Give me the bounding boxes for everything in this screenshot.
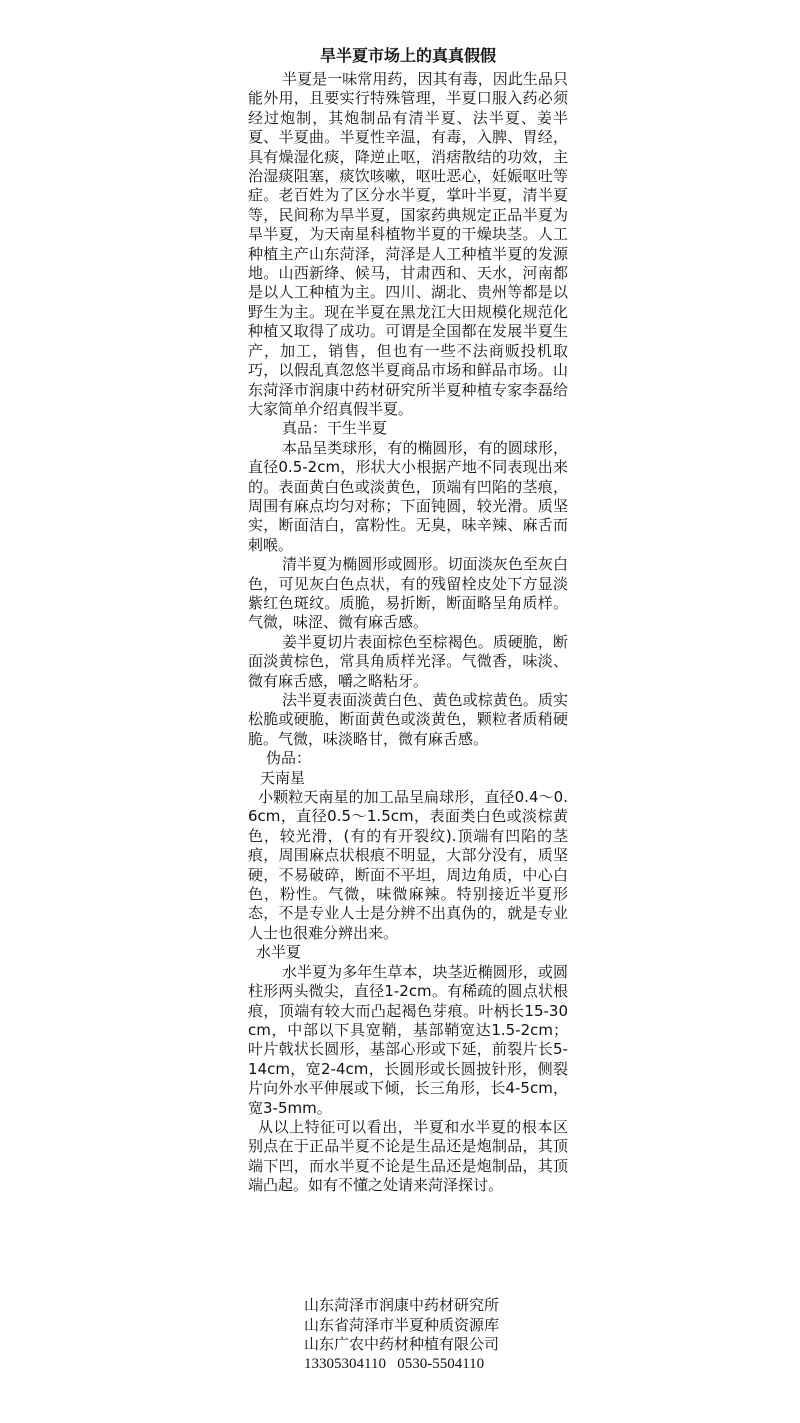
footer-org-2: 山东省菏泽市半夏种质资源库 [304, 1315, 500, 1334]
article [248, 44, 568, 1196]
fake-heading: 伪品： [266, 749, 312, 768]
footer-org-3: 山东广农中药材种植有限公司 [304, 1335, 500, 1353]
tiannanxing-heading: 天南星 [260, 768, 306, 787]
footer-org-1: 山东菏泽市润康中药材研究所 [304, 1296, 500, 1314]
intro-paragraph: 半夏是一味常用药，因其有毒，因此生品只能外用，且要实行特殊管理，半夏口服入药必须经过炮制，其炮制品有清半夏、法半夏、姜半夏、半夏曲。半夏性辛温，有毒，入脾、胃经，具有燥湿化痰，降逆止呕，消痞散结的功效，主治湿痰阻塞，痰饮咳嗽，呕吐恶心，妊娠呕吐等症。老百姓为了区分水半夏，掌叶半夏，清半夏等，民间称为旱半夏，国家药典规定正品半夏为旱半夏，为天南星科植物半夏的干燥块茎。人工种植主产山东菏泽，菏泽是人工种植半夏的发源地。山西新绛、候马，甘肃西和、天水，河南都是以人工种植为主。四川、湖北、贵州等都是以野生为主。现在半夏在黑龙江大田规模化规范化种植又取得了成功。可谓是全国都在发展半夏生产，加工，销售，但也有一些不法商贩投机取巧，以假乱真忽悠半夏商品市场和鲜品市场。山东菏泽市润康中药材研究所半夏种植专家李磊给大家简单介绍真假半夏。 [248, 70, 568, 418]
shuibanxia-heading: 水半夏 [256, 943, 302, 962]
contact-footer [304, 1296, 584, 1374]
tiannanxing-description: 小颗粒天南星的加工品呈扁球形，直径0.4～0.6cm，直径0.5～1.5cm，表面类白色或淡棕黄色，较光滑，(有的有开裂纹).顶端有凹陷的茎痕，周围麻点状根痕不明显，大部分没有，质坚硬，不易破碎，断面不平坦，周边角质，中心白色，粉性。气微，味微麻辣。特别接近半夏形态，不是专业人士是分辨不出真伪的，就是专业人士也很难分辨出来。 [248, 788, 568, 942]
conclusion-paragraph: 从以上特征可以看出，半夏和水半夏的根本区别点在于正品半夏不论是生品还是炮制品，其顶端下凹，而水半夏不论是生品还是炮制品，其顶端凸起。如有不懂之处请来菏泽探讨。 [248, 1117, 568, 1195]
genuine-heading: 真品：干生半夏 [282, 419, 388, 438]
fa-banxia-paragraph: 法半夏表面淡黄白色、黄色或棕黄色。质实松脆或硬脆，断面黄色或淡黄色，颗粒者质稍硬脆。气微，味淡略甘，微有麻舌感。 [248, 691, 568, 748]
shuibanxia-description: 水半夏为多年生草本，块茎近椭圆形，或圆柱形两头微尖，直径1-2cm。有稀疏的圆点状根痕，顶端有较大而凸起褐色芽痕。叶柄长15-30cm，中部以下具宽鞘，基部鞘宽达1.5-2cm；叶片戟状长圆形，基部心形或下延，前裂片长5-14cm，宽2-4cm，长圆形或长圆披针形，侧裂片向外水平伸展或下倾，长三角形，长4-5cm，宽3-5mm。 [248, 962, 568, 1117]
jiang-banxia-paragraph: 姜半夏切片表面棕色至棕褐色。质硬脆，断面淡黄棕色，常具角质样光泽。气微香，味淡、微有麻舌感，嚼之略粘牙。 [248, 632, 568, 690]
qing-banxia-paragraph: 清半夏为椭圆形或圆形。切面淡灰色至灰白色，可见灰白色点状，有的残留栓皮处下方显淡紫红色斑纹。质脆，易折断，断面略呈角质样。气微，味涩、微有麻舌感。 [248, 555, 568, 632]
genuine-description: 本品呈类球形，有的椭圆形，有的圆球形，直径0.5-2cm，形状大小根据产地不同表现出来的。表面黄白色或淡黄色，顶端有凹陷的茎痕，周围有麻点均匀对称；下面钝圆，较光滑。质坚实，断面洁白，富粉性。无臭，味辛辣、麻舌而刺喉。 [248, 438, 568, 554]
article-title: 旱半夏市场上的真真假假 [319, 46, 496, 65]
footer-phone-numbers: 13305304110 0530-5504110 [304, 1355, 485, 1372]
